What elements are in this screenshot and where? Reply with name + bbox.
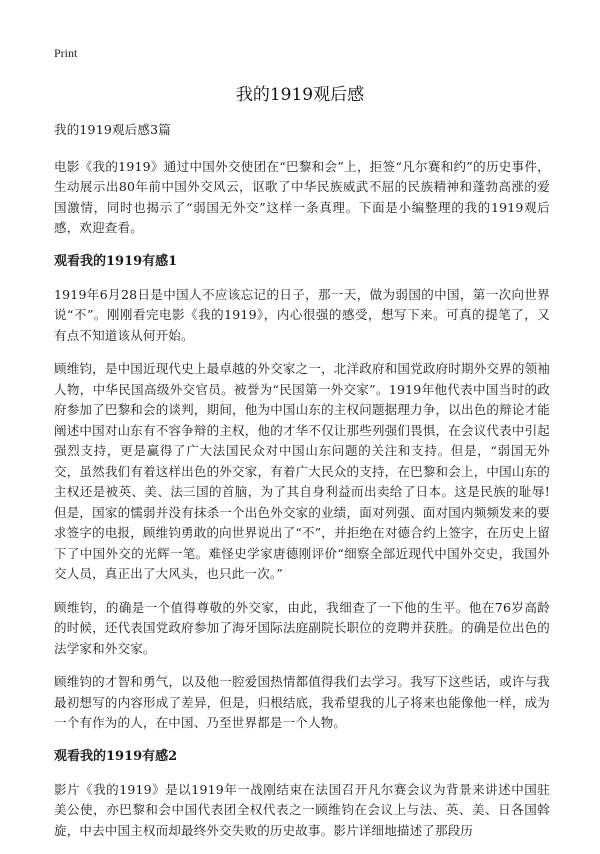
paragraph: 顾维钧，是中国近现代史上最卓越的外交家之一，北洋政府和国党政府时期外交界的领袖人物，中华民国高级外交官员。被誉为“民国第一外交家”。1919年他代表中国当时的政府参加了巴黎和会的谈判，期间，他为中国山东的主权问题据理力争，以出色的辩论才能阐述中国对山东有不容争辩的主权，他的才华不仅让那些列强们畏惧，在会议代表中引起强烈支持，更是赢得了广大法国民众对中国山东问题的关注和支持。但是，“弱国无外交，虽然我们有着这样出色的外交家，有着广大民众的支持，在巴黎和会上，中国山东的主权还是被英、美、法三国的首脑，为了其自身利益而出卖给了日本。这是民族的耻辱!但是，国家的懦弱并没有抹杀一个出色外交家的业绩，面对列强、面对国内频频发来的要求签字的电报，顾维钧勇敢的向世界说出了“不”，并拒绝在对德合约上签字，在历史上留下了中国外交的光辉一笔。难怪史学家唐德刚评价“细察全部近现代中国外交史，我国外交人员，真正出了大风头，也只此一次。” [54, 361, 550, 581]
article-body [54, 120, 550, 854]
intro-paragraph: 电影《我的1919》通过中国外交使团在“巴黎和会”上，拒签“凡尔赛和约”的历史事件，生动展示出80年前中国外交风云，讴歌了中华民族威武不屈的民族精神和蓬勃高涨的爱国激情，同时也揭示了“弱国无外交”这样一条真理。下面是小编整理的我的1919观后感，欢迎查看。 [54, 158, 550, 235]
page-title: 我的1919观后感 [235, 85, 365, 105]
paragraph: 顾维钧，的确是一个值得尊敬的外交家，由此，我细查了一下他的生平。他在76岁高龄的时候，还代表国党政府参加了海牙国际法庭副院长职位的竞聘并获胜。的确是位出色的法学家和外交家。 [54, 599, 550, 656]
section-heading-2: 观看我的1919有感2 [54, 748, 178, 764]
paragraph: 影片《我的1919》是以1919年一战刚结束在法国召开凡尔赛会议为背景来讲述中国驻美公使，亦巴黎和会中国代表团全权代表之一顾维钧在会议上与法、英、美、日各国斡旋，中去中国主权而却最终外交失败的历史故事。影片详细地描述了那段历 [54, 781, 550, 838]
paragraph: 1919年6月28日是中国人不应该忘记的日子，那一天，做为弱国的中国，第一次向世界说“不”。刚刚看完电影《我的1919》，内心很强的感受，想写下来。可真的提笔了，又有点不知道该从何开始。 [54, 286, 550, 343]
article-subtitle: 我的1919观后感3篇 [54, 122, 171, 137]
print-label[interactable]: Print [54, 46, 78, 60]
section-heading-1: 观看我的1919有感1 [54, 253, 178, 269]
paragraph: 顾维钧的才智和勇气，以及他一腔爱国热情都值得我们去学习。我写下这些话，或许与我最初想写的内容形成了差异，但是，归根结底，我希望我的儿子将来也能像他一样，成为一个有作为的人，在中国、乃至世界都是一个人物。 [54, 674, 550, 730]
